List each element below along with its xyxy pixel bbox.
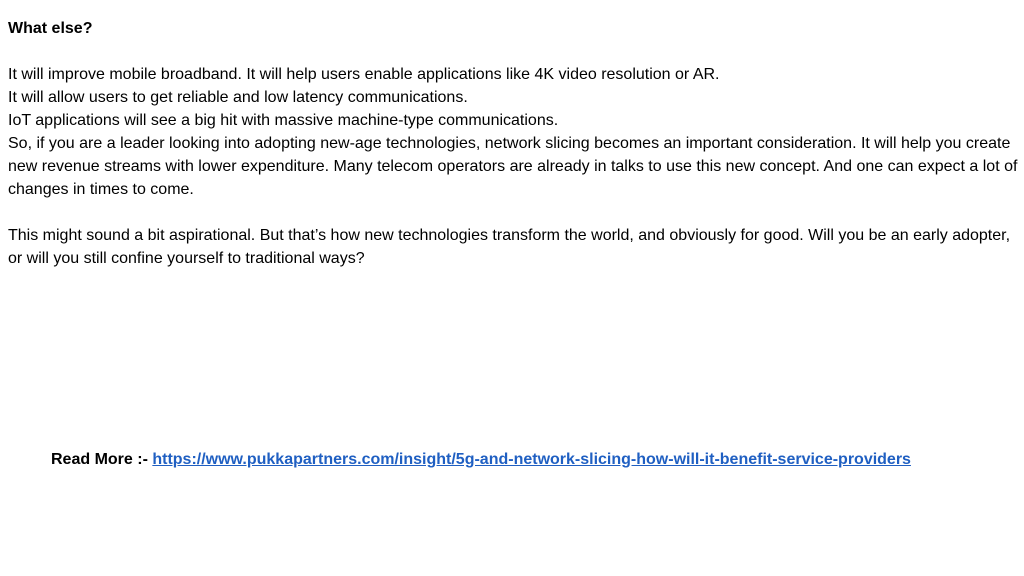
paragraph-line: It will improve mobile broadband. It will help users enable applications like 4K video resolution or AR. xyxy=(8,66,720,83)
section-heading: What else? xyxy=(8,20,93,37)
read-more xyxy=(51,448,911,471)
paragraph-spacer xyxy=(8,201,1018,224)
paragraph-line: It will allow users to get reliable and low latency communications. xyxy=(8,89,468,106)
body-text xyxy=(8,63,1018,270)
read-more-label: Read More :- xyxy=(51,451,153,468)
paragraph-line: This might sound a bit aspirational. But that’s how new technologies transform the world, and obviously for good. Will you be an early adopter, or will you still confine yourself to traditional ways? xyxy=(8,227,1011,267)
paragraph-line: So, if you are a leader looking into adopting new-age technologies, network slicing becomes an important consideration. It will help you create new revenue streams with lower expenditure. Many telecom operators are already in talks to use this new concept. And one can expect a lot of changes in times to come. xyxy=(8,135,1018,198)
paragraph-line: IoT applications will see a big hit with massive machine-type communications. xyxy=(8,112,559,129)
read-more-link[interactable]: https://www.pukkapartners.com/insight/5g-and-network-slicing-how-will-it-benefit-service-providers xyxy=(152,451,911,468)
